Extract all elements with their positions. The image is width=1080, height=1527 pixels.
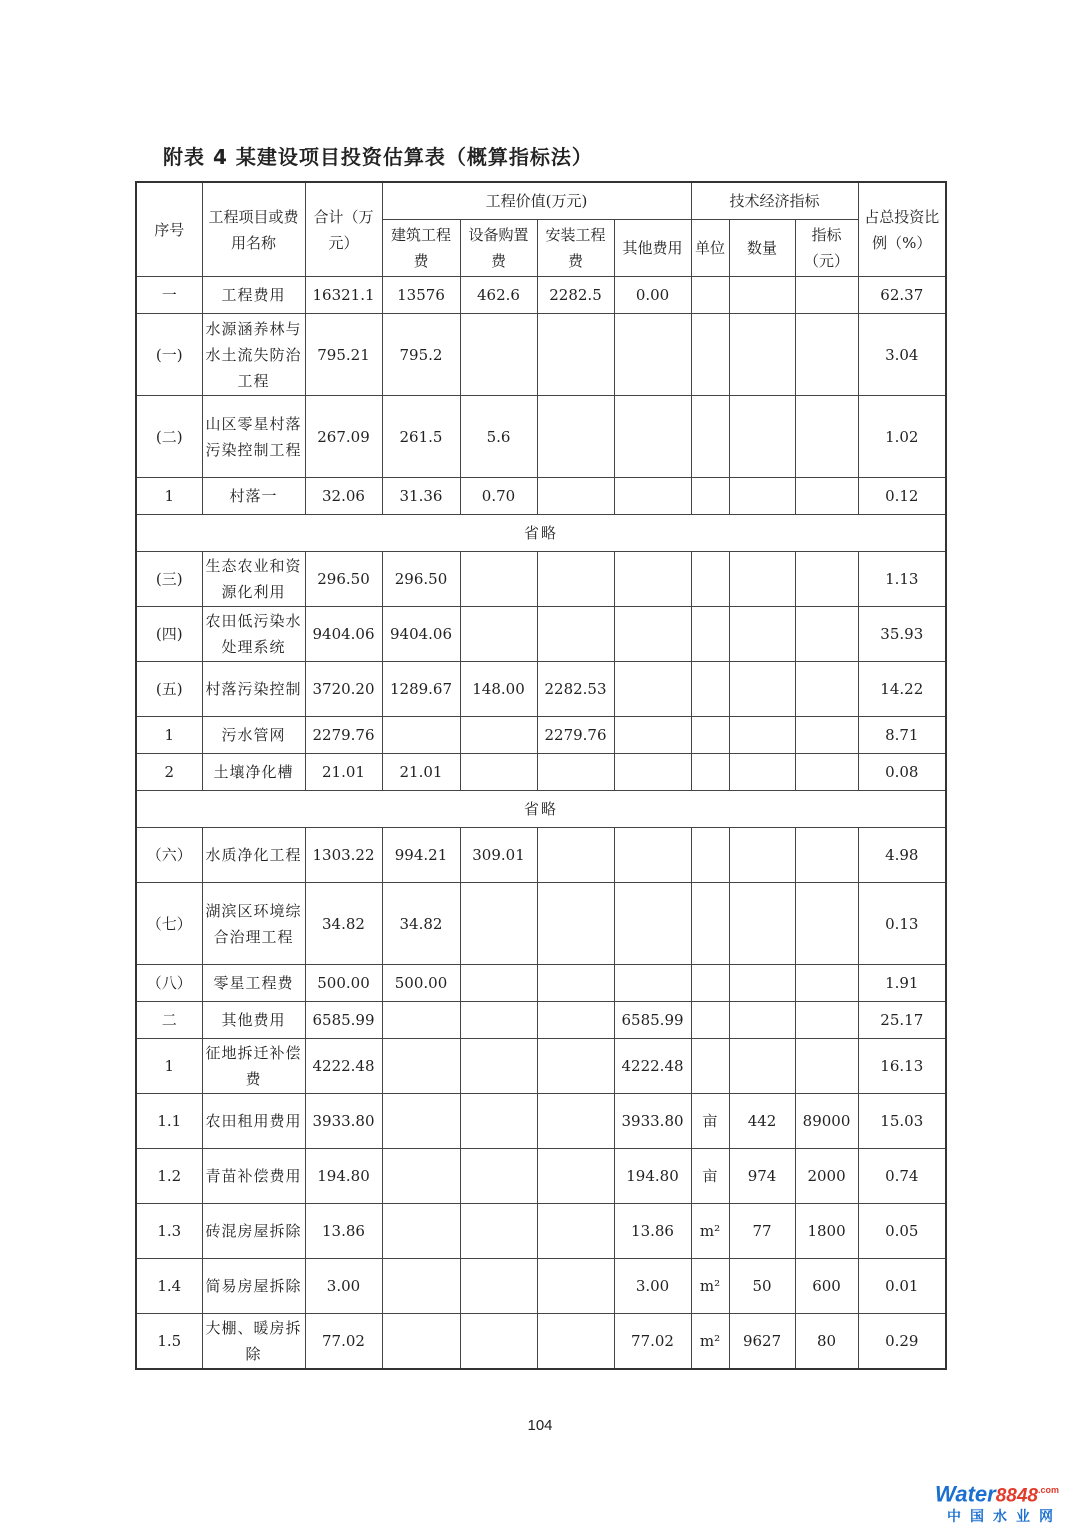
cell-total: 500.00: [305, 965, 382, 1002]
cell-ratio: 0.74: [858, 1149, 946, 1204]
cell-seq: (二): [136, 396, 202, 478]
cell-equipment: [460, 1204, 537, 1259]
cell-unit: [691, 396, 729, 478]
cell-total: 13.86: [305, 1204, 382, 1259]
cell-other: [614, 754, 691, 791]
cell-other: [614, 552, 691, 607]
cell-equipment: [460, 1314, 537, 1369]
cell-construction: 1289.67: [382, 662, 460, 717]
cell-qty: [729, 396, 795, 478]
cell-name: 其他费用: [202, 1002, 305, 1039]
header-seq: 序号: [136, 182, 202, 277]
cell-equipment: [460, 1149, 537, 1204]
cell-equipment: [460, 607, 537, 662]
cell-unit: [691, 662, 729, 717]
cell-ratio: 8.71: [858, 717, 946, 754]
table-row: [136, 478, 946, 515]
cell-qty: [729, 662, 795, 717]
table-row: [136, 1204, 946, 1259]
cell-name: 生态农业和资源化利用: [202, 552, 305, 607]
cell-installation: 2279.76: [537, 717, 614, 754]
cell-construction: 13576: [382, 277, 460, 314]
cell-seq: 1.1: [136, 1094, 202, 1149]
cell-total: 16321.1: [305, 277, 382, 314]
cell-total: 3933.80: [305, 1094, 382, 1149]
cell-qty: 50: [729, 1259, 795, 1314]
cell-ind: [795, 662, 858, 717]
cell-construction: 296.50: [382, 552, 460, 607]
cell-total: 267.09: [305, 396, 382, 478]
cell-other: [614, 965, 691, 1002]
cell-installation: [537, 314, 614, 396]
table-row: [136, 828, 946, 883]
cell-qty: 442: [729, 1094, 795, 1149]
cell-ratio: 1.13: [858, 552, 946, 607]
cell-equipment: 5.6: [460, 396, 537, 478]
cell-ind: [795, 965, 858, 1002]
cell-total: 6585.99: [305, 1002, 382, 1039]
cell-other: [614, 883, 691, 965]
cell-equipment: [460, 1002, 537, 1039]
cell-qty: [729, 965, 795, 1002]
table-row: [136, 662, 946, 717]
cell-unit: [691, 277, 729, 314]
cell-name: 污水管网: [202, 717, 305, 754]
cell-seq: (三): [136, 552, 202, 607]
cell-ind: [795, 552, 858, 607]
cell-total: 2279.76: [305, 717, 382, 754]
table-row: [136, 754, 946, 791]
cell-ind: [795, 277, 858, 314]
table-row: [136, 277, 946, 314]
cell-ind: [795, 754, 858, 791]
page-number: 104: [527, 1417, 553, 1434]
table-row: [136, 1149, 946, 1204]
cell-other: 0.00: [614, 277, 691, 314]
cell-unit: [691, 607, 729, 662]
cell-qty: 9627: [729, 1314, 795, 1369]
cell-ratio: 3.04: [858, 314, 946, 396]
table-row: [136, 1039, 946, 1094]
table-row: [136, 607, 946, 662]
table-row: [136, 1094, 946, 1149]
cell-installation: [537, 607, 614, 662]
cell-total: 9404.06: [305, 607, 382, 662]
cell-equipment: [460, 552, 537, 607]
cell-ratio: 0.29: [858, 1314, 946, 1369]
cell-qty: 974: [729, 1149, 795, 1204]
cell-qty: [729, 607, 795, 662]
omitted-label: 省略: [136, 515, 946, 552]
cell-name: 水质净化工程: [202, 828, 305, 883]
cell-other: 3933.80: [614, 1094, 691, 1149]
cell-equipment: [460, 1259, 537, 1314]
cell-name: 征地拆迁补偿费: [202, 1039, 305, 1094]
cell-seq: 二: [136, 1002, 202, 1039]
cell-equipment: [460, 883, 537, 965]
cell-equipment: 309.01: [460, 828, 537, 883]
cell-installation: [537, 1002, 614, 1039]
cell-construction: [382, 1204, 460, 1259]
cell-seq: (一): [136, 314, 202, 396]
cell-name: 土壤净化槽: [202, 754, 305, 791]
cell-seq: 1: [136, 1039, 202, 1094]
cell-ind: 1800: [795, 1204, 858, 1259]
cell-ind: [795, 828, 858, 883]
cell-name: 农田租用费用: [202, 1094, 305, 1149]
cell-total: 1303.22: [305, 828, 382, 883]
cell-ind: [795, 1002, 858, 1039]
cell-equipment: 462.6: [460, 277, 537, 314]
cell-total: 77.02: [305, 1314, 382, 1369]
cell-ind: [795, 314, 858, 396]
cell-other: 77.02: [614, 1314, 691, 1369]
cell-name: 砖混房屋拆除: [202, 1204, 305, 1259]
cell-total: 296.50: [305, 552, 382, 607]
cell-other: 3.00: [614, 1259, 691, 1314]
cell-unit: m²: [691, 1259, 729, 1314]
omitted-row: [136, 791, 946, 828]
cell-other: [614, 662, 691, 717]
cell-construction: [382, 717, 460, 754]
header-name: 工程项目或费用名称: [202, 182, 305, 277]
cell-qty: [729, 828, 795, 883]
header-installation: 安装工程费: [537, 220, 614, 277]
cell-unit: [691, 552, 729, 607]
cell-seq: (五): [136, 662, 202, 717]
cell-name: 村落一: [202, 478, 305, 515]
cell-ind: [795, 1039, 858, 1094]
cell-installation: [537, 1314, 614, 1369]
cell-seq: 1.4: [136, 1259, 202, 1314]
cell-name: 零星工程费: [202, 965, 305, 1002]
cell-construction: [382, 1259, 460, 1314]
cell-qty: [729, 277, 795, 314]
table-title: 附表 4 某建设项目投资估算表（概算指标法）: [163, 145, 593, 169]
header-other: 其他费用: [614, 220, 691, 277]
cell-ratio: 35.93: [858, 607, 946, 662]
cell-unit: m²: [691, 1204, 729, 1259]
cell-ratio: 0.12: [858, 478, 946, 515]
cell-seq: （七）: [136, 883, 202, 965]
cell-other: [614, 828, 691, 883]
cell-seq: 一: [136, 277, 202, 314]
cell-ind: [795, 883, 858, 965]
cell-construction: 31.36: [382, 478, 460, 515]
cell-other: 194.80: [614, 1149, 691, 1204]
cell-total: 3.00: [305, 1259, 382, 1314]
cell-other: [614, 717, 691, 754]
cell-installation: [537, 1204, 614, 1259]
table-row: [136, 396, 946, 478]
table-row: [136, 1314, 946, 1369]
cell-installation: [537, 1039, 614, 1094]
cell-unit: [691, 1039, 729, 1094]
cell-ratio: 62.37: [858, 277, 946, 314]
cell-construction: [382, 1002, 460, 1039]
cell-construction: 9404.06: [382, 607, 460, 662]
cell-name: 水源涵养林与水土流失防治工程: [202, 314, 305, 396]
cell-ind: 80: [795, 1314, 858, 1369]
cell-seq: 2: [136, 754, 202, 791]
cell-name: 青苗补偿费用: [202, 1149, 305, 1204]
table-body: [136, 277, 946, 1369]
cell-installation: [537, 754, 614, 791]
cell-name: 大棚、暖房拆除: [202, 1314, 305, 1369]
cell-ratio: 4.98: [858, 828, 946, 883]
cell-other: 6585.99: [614, 1002, 691, 1039]
cell-total: 32.06: [305, 478, 382, 515]
cell-ind: [795, 717, 858, 754]
cell-unit: [691, 717, 729, 754]
cell-ratio: 0.01: [858, 1259, 946, 1314]
cell-ratio: 25.17: [858, 1002, 946, 1039]
cell-name: 村落污染控制: [202, 662, 305, 717]
cell-equipment: [460, 1094, 537, 1149]
cell-installation: [537, 1094, 614, 1149]
cell-unit: [691, 314, 729, 396]
cell-construction: [382, 1039, 460, 1094]
cell-seq: 1.5: [136, 1314, 202, 1369]
cell-qty: [729, 883, 795, 965]
cell-qty: [729, 552, 795, 607]
cell-ind: [795, 396, 858, 478]
header-tech-econ: 技术经济指标: [691, 182, 858, 220]
cell-name: 农田低污染水处理系统: [202, 607, 305, 662]
cell-seq: 1.2: [136, 1149, 202, 1204]
cell-other: 13.86: [614, 1204, 691, 1259]
cell-unit: [691, 828, 729, 883]
cell-equipment: [460, 717, 537, 754]
cell-total: 4222.48: [305, 1039, 382, 1094]
table-row: [136, 965, 946, 1002]
cell-unit: [691, 754, 729, 791]
cell-ratio: 0.13: [858, 883, 946, 965]
cell-name: 湖滨区环境综合治理工程: [202, 883, 305, 965]
investment-table: [135, 181, 947, 1370]
cell-construction: [382, 1094, 460, 1149]
cell-unit: [691, 1002, 729, 1039]
cell-ind: 2000: [795, 1149, 858, 1204]
cell-equipment: [460, 314, 537, 396]
cell-total: 194.80: [305, 1149, 382, 1204]
header-construction: 建筑工程费: [382, 220, 460, 277]
table-row: [136, 552, 946, 607]
cell-total: 795.21: [305, 314, 382, 396]
cell-ratio: 0.08: [858, 754, 946, 791]
table-header: [136, 182, 946, 277]
header-total: 合计（万元）: [305, 182, 382, 277]
cell-seq: 1: [136, 478, 202, 515]
cell-seq: （六）: [136, 828, 202, 883]
cell-construction: 795.2: [382, 314, 460, 396]
header-equipment: 设备购置费: [460, 220, 537, 277]
cell-other: [614, 314, 691, 396]
cell-qty: [729, 1039, 795, 1094]
header-engineering-value: 工程价值(万元): [382, 182, 691, 220]
cell-equipment: 148.00: [460, 662, 537, 717]
cell-seq: （八）: [136, 965, 202, 1002]
cell-ratio: 15.03: [858, 1094, 946, 1149]
cell-qty: [729, 314, 795, 396]
cell-qty: [729, 1002, 795, 1039]
table-row: [136, 717, 946, 754]
header-ratio: 占总投资比例（%）: [858, 182, 946, 277]
table-row: [136, 1259, 946, 1314]
cell-ratio: 16.13: [858, 1039, 946, 1094]
cell-ratio: 14.22: [858, 662, 946, 717]
cell-installation: [537, 552, 614, 607]
cell-equipment: 0.70: [460, 478, 537, 515]
cell-other: [614, 607, 691, 662]
cell-installation: [537, 883, 614, 965]
cell-construction: 261.5: [382, 396, 460, 478]
cell-qty: [729, 754, 795, 791]
cell-ind: 89000: [795, 1094, 858, 1149]
cell-ratio: 0.05: [858, 1204, 946, 1259]
cell-seq: 1: [136, 717, 202, 754]
table-row: [136, 314, 946, 396]
cell-qty: [729, 717, 795, 754]
omitted-row: [136, 515, 946, 552]
cell-qty: [729, 478, 795, 515]
cell-construction: 500.00: [382, 965, 460, 1002]
cell-installation: [537, 1259, 614, 1314]
watermark-logo: $Water8848^{.com}$ 中国水业网: [935, 1481, 1062, 1526]
cell-other: 4222.48: [614, 1039, 691, 1094]
cell-other: [614, 396, 691, 478]
cell-equipment: [460, 754, 537, 791]
cell-installation: [537, 1149, 614, 1204]
cell-ind: [795, 607, 858, 662]
cell-installation: [537, 965, 614, 1002]
cell-installation: 2282.53: [537, 662, 614, 717]
cell-ratio: 1.02: [858, 396, 946, 478]
header-indicator: 指标（元）: [795, 220, 858, 277]
header-quantity: 数量: [729, 220, 795, 277]
cell-ratio: 1.91: [858, 965, 946, 1002]
cell-unit: m²: [691, 1314, 729, 1369]
cell-seq: 1.3: [136, 1204, 202, 1259]
omitted-label: 省略: [136, 791, 946, 828]
cell-equipment: [460, 1039, 537, 1094]
cell-unit: [691, 478, 729, 515]
cell-unit: [691, 883, 729, 965]
cell-ind: [795, 478, 858, 515]
cell-installation: [537, 828, 614, 883]
header-unit: 单位: [691, 220, 729, 277]
cell-total: 34.82: [305, 883, 382, 965]
cell-ind: 600: [795, 1259, 858, 1314]
cell-unit: 亩: [691, 1149, 729, 1204]
cell-unit: [691, 965, 729, 1002]
cell-unit: 亩: [691, 1094, 729, 1149]
cell-construction: 34.82: [382, 883, 460, 965]
cell-other: [614, 478, 691, 515]
cell-equipment: [460, 965, 537, 1002]
cell-construction: [382, 1149, 460, 1204]
table-row: [136, 883, 946, 965]
cell-name: 工程费用: [202, 277, 305, 314]
cell-construction: 994.21: [382, 828, 460, 883]
cell-total: 3720.20: [305, 662, 382, 717]
cell-qty: 77: [729, 1204, 795, 1259]
cell-name: 山区零星村落污染控制工程: [202, 396, 305, 478]
table-row: [136, 1002, 946, 1039]
cell-installation: [537, 396, 614, 478]
cell-construction: [382, 1314, 460, 1369]
cell-seq: (四): [136, 607, 202, 662]
cell-installation: [537, 478, 614, 515]
cell-installation: 2282.5: [537, 277, 614, 314]
cell-total: 21.01: [305, 754, 382, 791]
cell-name: 简易房屋拆除: [202, 1259, 305, 1314]
cell-construction: 21.01: [382, 754, 460, 791]
